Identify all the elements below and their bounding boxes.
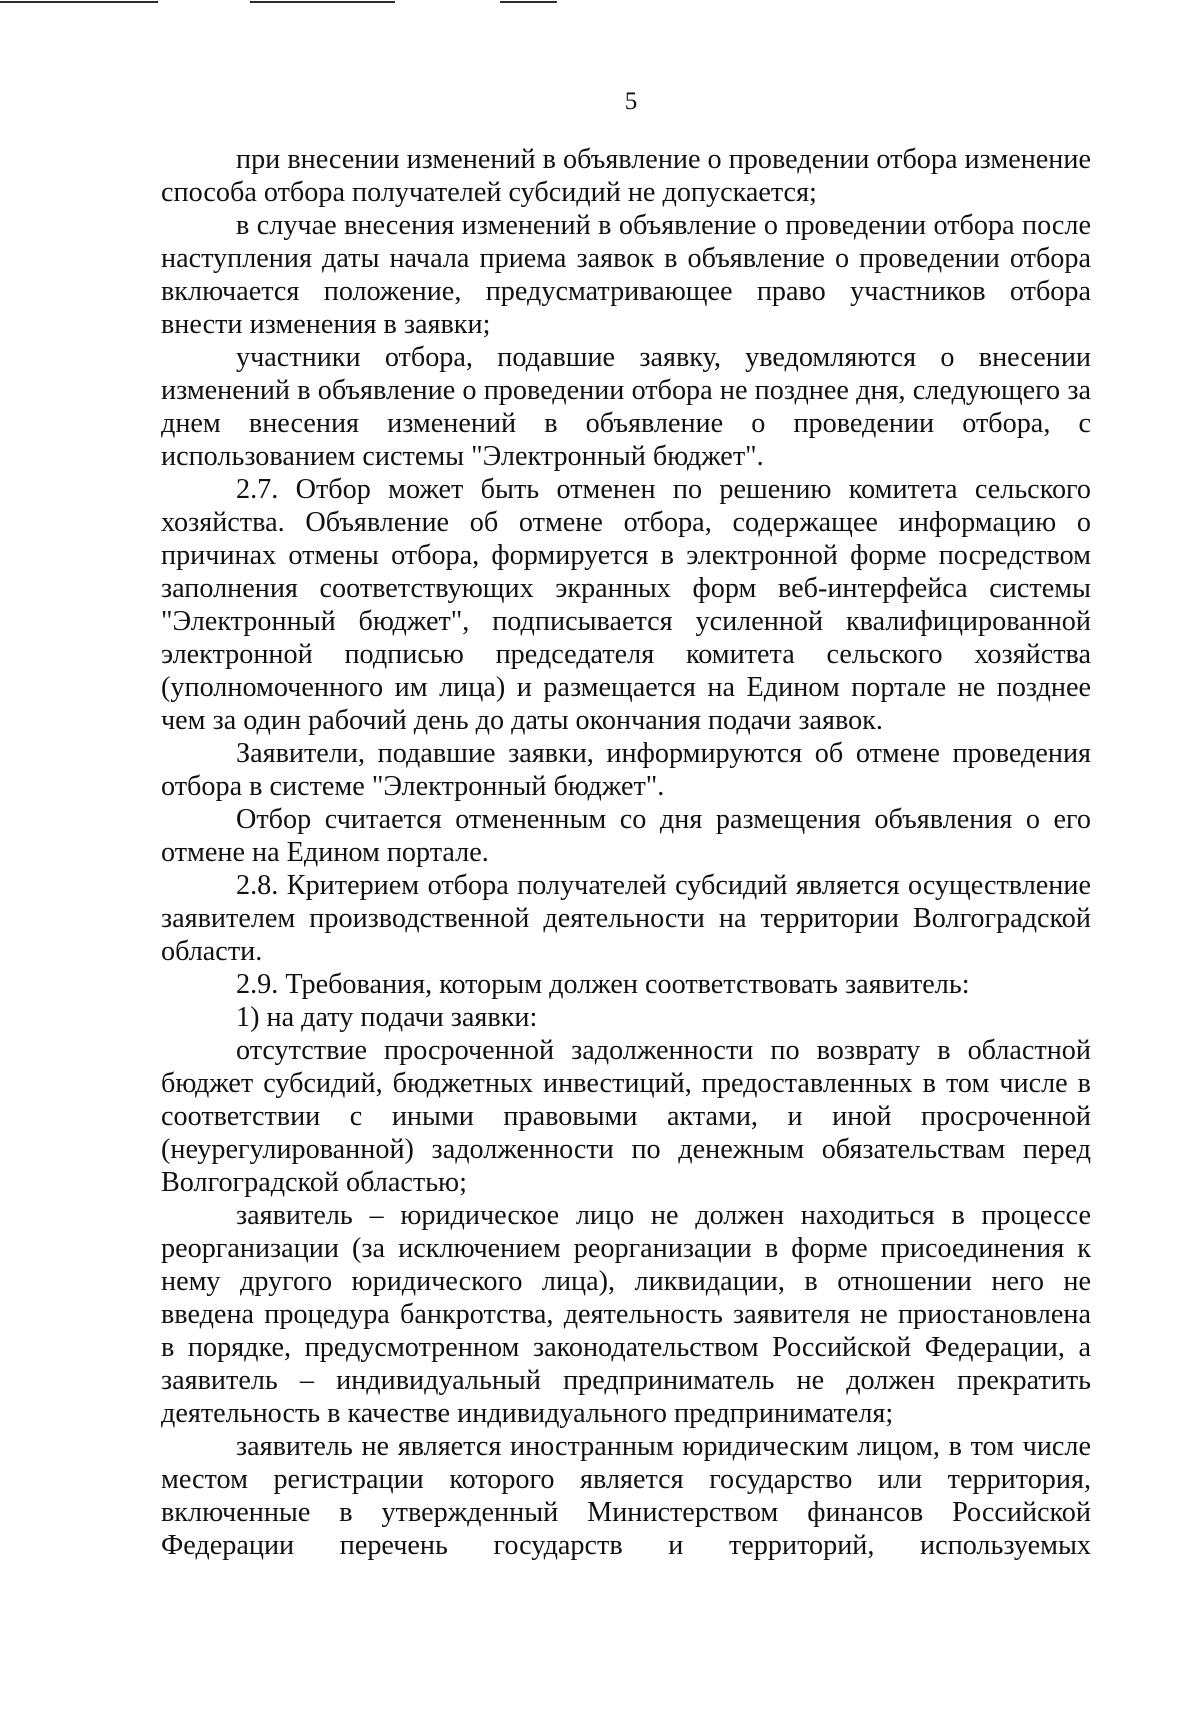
scan-line [500, 1, 557, 3]
paragraph: заявитель не является иностранным юридическим лицом, в том числе местом регистрации которого является государство или территория, включенные в утвержденный Министерством финансов Российской Федерации перечень государств и территорий, используемых [161, 1431, 1091, 1561]
page-number: 5 [624, 88, 638, 115]
scan-line [0, 1, 158, 3]
paragraph: в случае внесения изменений в объявление о проведении отбора после наступления даты начала приема заявок в объявление о проведении отбора включается положение, предусматривающее право участников отбора внести изменения в заявки; [161, 210, 1091, 340]
paragraph: 2.8. Критерием отбора получателей субсидий является осуществление заявителем производственной деятельности на территории Волгоградской области. [161, 870, 1091, 967]
paragraph: при внесении изменений в объявление о проведении отбора изменение способа отбора получателей субсидий не допускается; [161, 144, 1091, 208]
paragraph: 2.7. Отбор может быть отменен по решению комитета сельского хозяйства. Объявление об отмене отбора, содержащее информацию о причинах отмены отбора, формируется в электронной форме посредством заполнения соответствующих экранных форм веб-интерфейса системы "Электронный бюджет", подписывается усиленной квалифицированной электронной подписью председателя комитета сельского хозяйства (уполномоченного им лица) и размещается на Едином портале не позднее чем за один рабочий день до даты окончания подачи заявок. [161, 474, 1091, 736]
paragraph: Заявители, подавшие заявки, информируются об отмене проведения отбора в системе "Электронный бюджет". [161, 738, 1091, 802]
paragraph: отсутствие просроченной задолженности по возврату в областной бюджет субсидий, бюджетных инвестиций, предоставленных в том числе в соответствии с иными правовыми актами, и иной просроченной (неурегулированной) задолженности по денежным обязательствам перед Волгоградской областью; [161, 1035, 1091, 1198]
paragraph: участники отбора, подавшие заявку, уведомляются о внесении изменений в объявление о проведении отбора не позднее дня, следующего за днем внесения изменений в объявление о проведении отбора, с использованием системы "Электронный бюджет". [161, 342, 1091, 472]
paragraph: 2.9. Требования, которым должен соответствовать заявитель: [236, 969, 970, 1000]
paragraph: 1) на дату подачи заявки: [236, 1002, 538, 1033]
paragraph: заявитель – юридическое лицо не должен находиться в процессе реорганизации (за исключением реорганизации в форме присоединения к нему другого юридического лица), ликвидации, в отношении него не введена процедура банкротства, деятельность заявителя не приостановлена в порядке, предусмотренном законодательством Российской Федерации, а заявитель – индивидуальный предприниматель не должен прекратить деятельность в качестве индивидуального предпринимателя; [161, 1200, 1091, 1429]
document-body [161, 143, 1091, 1562]
paragraph: Отбор считается отмененным со дня размещения объявления о его отмене на Едином портале. [161, 804, 1091, 868]
scan-line [250, 1, 395, 3]
scan-edge-lines [0, 0, 1200, 6]
